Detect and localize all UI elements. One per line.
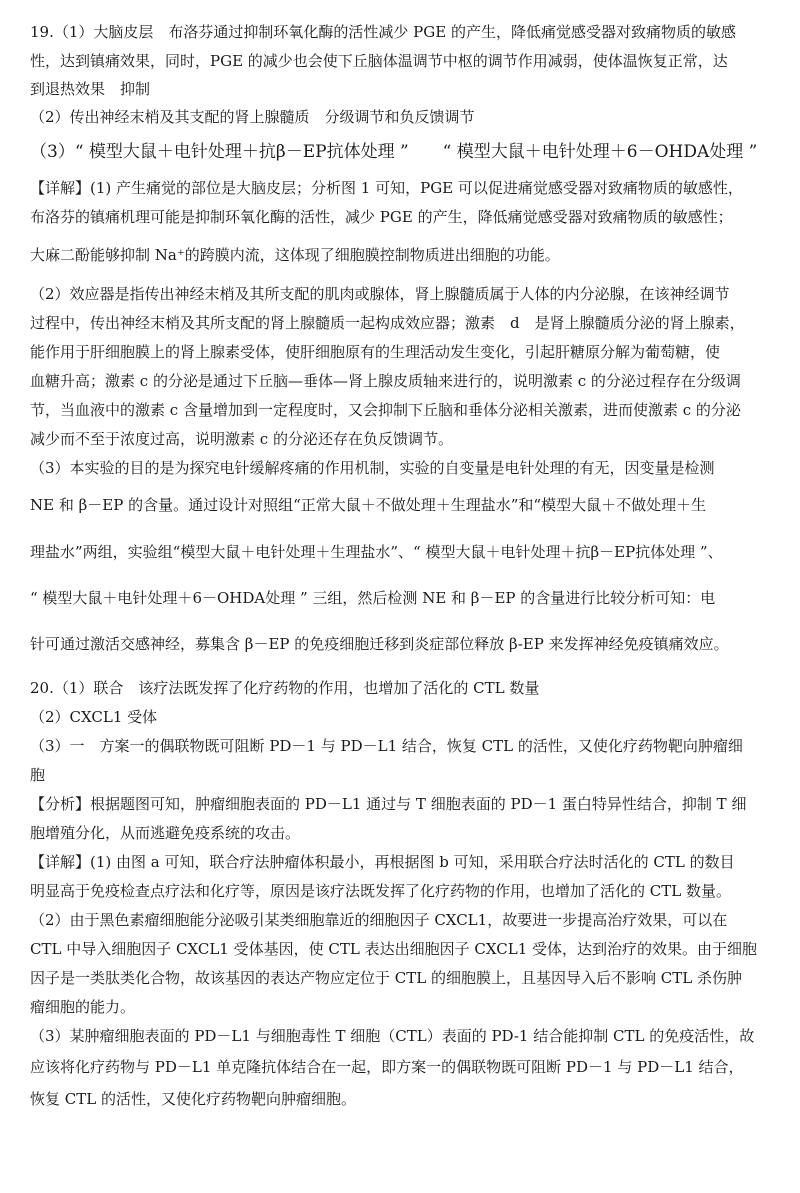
q19-detail-1-line-1: 【详解】(1) 产生痛觉的部位是大脑皮层；分析图 1 可知，PGE 可以促进痛觉感受器对致痛物质的敏感性， [30, 179, 743, 197]
q20-detail-3-line-2: 应该将化疗药物与 PD－L1 单克隆抗体结合在一起，即方案一的偶联物既可阻断 PD－1 与 PD－L1 结合， [30, 1058, 744, 1076]
q20-answer-2: （2）CXCL1 受体 [30, 708, 158, 726]
q19-detail-3-line-4: “ 模型大鼠＋电针处理＋6－OHDA处理 ” 三组，然后检测 NE 和 β－EP 的含量进行比较分析可知：电 [30, 589, 716, 607]
q19-detail-3-line-5: 针可通过激活交感神经，募集含 β－EP 的免疫细胞迁移到炎症部位释放 β-EP 来发挥神经免疫镇痛效应。 [30, 635, 729, 653]
q19-detail-2-line-3: 能作用于肝细胞膜上的肾上腺素受体，使肝细胞原有的生理活动发生变化，引起肝糖原分解为葡萄糖，使 [30, 343, 721, 361]
q20-detail-2-line-2: CTL 中导入细胞因子 CXCL1 受体基因，使 CTL 表达出细胞因子 CXCL1 受体，达到治疗的效果。由于细胞 [30, 940, 758, 958]
q20-detail-3-line-1: （3）某肿瘤细胞表面的 PD－L1 与细胞毒性 T 细胞（CTL）表面的 PD-1 结合能抑制 CTL 的免疫活性，故 [30, 1027, 755, 1045]
q19-detail-2-line-4: 血糖升高；激素 c 的分泌是通过下丘脑—垂体—肾上腺皮质轴来进行的，说明激素 c 的分泌过程存在分级调 [30, 372, 741, 390]
q20-answer-3-line-2: 胞 [30, 766, 46, 784]
q20-detail-1-line-2: 明显高于免疫检查点疗法和化疗等，原因是该疗法既发挥了化疗药物的作用，也增加了活化的 CTL 数量。 [30, 882, 731, 900]
q19-answer-2: （2）传出神经末梢及其支配的肾上腺髓质 分级调节和负反馈调节 [30, 108, 475, 126]
q19-answer-1-line-2: 性，达到镇痛效果，同时，PGE 的减少也会使下丘脑体温调节中枢的调节作用减弱，使体温恢复正常，达 [30, 52, 728, 70]
q20-detail-1-line-1: 【详解】(1) 由图 a 可知，联合疗法肿瘤体积最小，再根据图 b 可知，采用联合疗法时活化的 CTL 的数目 [30, 853, 735, 871]
q20-detail-2-line-4: 瘤细胞的能力。 [30, 998, 136, 1016]
q19-detail-3-line-2: NE 和 β－EP 的含量。通过设计对照组“正常大鼠＋不做处理＋生理盐水”和“模型大鼠＋不做处理＋生 [30, 496, 707, 514]
q19-answer-1-line-3: 到退热效果 抑制 [30, 80, 151, 98]
q19-detail-1-line-3: 大麻二酚能够抑制 Na⁺的跨膜内流，这体现了细胞膜控制物质进出细胞的功能。 [30, 246, 560, 264]
q19-answer-3: （3）“ 模型大鼠＋电针处理＋抗β－EP抗体处理 ” “ 模型大鼠＋电针处理＋6－OHDA处理 ” [30, 142, 758, 162]
q20-detail-3-line-3: 恢复 CTL 的活性，又使化疗药物靶向肿瘤细胞。 [30, 1090, 356, 1108]
q19-detail-2-line-5: 节，当血液中的激素 c 含量增加到一定程度时，又会抑制下丘脑和垂体分泌相关激素，进而使激素 c 的分泌 [30, 401, 741, 419]
q19-detail-2-line-2: 过程中，传出神经末梢及其所支配的肾上腺髓质一起构成效应器；激素 d 是肾上腺髓质分泌的肾上腺素， [30, 314, 745, 332]
q19-detail-3-line-3: 理盐水”两组，实验组“模型大鼠＋电针处理＋生理盐水”、“ 模型大鼠＋电针处理＋抗β－EP抗体处理 ”、 [30, 543, 723, 561]
q20-analysis-line-1: 【分析】根据题图可知，肿瘤细胞表面的 PD－L1 通过与 T 细胞表面的 PD－1 蛋白特异性结合，抑制 T 细 [30, 795, 747, 813]
q20-detail-2-line-3: 因子是一类肽类化合物，故该基因的表达产物应定位于 CTL 的细胞膜上，且基因导入后不影响 CTL 杀伤肿 [30, 969, 742, 987]
q20-answer-3-line-1: （3）一 方案一的偶联物既可阻断 PD－1 与 PD－L1 结合，恢复 CTL 的活性，又使化疗药物靶向肿瘤细 [30, 737, 743, 755]
q20-analysis-line-2: 胞增殖分化，从而逃避免疫系统的攻击。 [30, 824, 301, 842]
q19-detail-2-line-6: 减少而不至于浓度过高，说明激素 c 的分泌还存在负反馈调节。 [30, 430, 453, 448]
q19-detail-1-line-2: 布洛芬的镇痛机理可能是抑制环氧化酶的活性，减少 PGE 的产生，降低痛觉感受器对致痛物质的敏感性； [30, 208, 733, 226]
q19-detail-3-line-1: （3）本实验的目的是为探究电针缓解疼痛的作用机制，实验的自变量是电针处理的有无，因变量是检测 [30, 459, 715, 477]
q19-answer-1-line-1: 19.（1）大脑皮层 布洛芬通过抑制环氧化酶的活性减少 PGE 的产生，降低痛觉感受器对致痛物质的敏感 [30, 23, 736, 41]
q20-answer-1: 20.（1）联合 该疗法既发挥了化疗药物的作用，也增加了活化的 CTL 数量 [30, 679, 540, 697]
q19-detail-2-line-1: （2）效应器是指传出神经末梢及其所支配的肌肉或腺体，肾上腺髓质属于人体的内分泌腺，在该神经调节 [30, 285, 730, 303]
q20-detail-2-line-1: （2）由于黑色素瘤细胞能分泌吸引某类细胞靠近的细胞因子 CXCL1，故要进一步提高治疗效果，可以在 [30, 911, 728, 929]
